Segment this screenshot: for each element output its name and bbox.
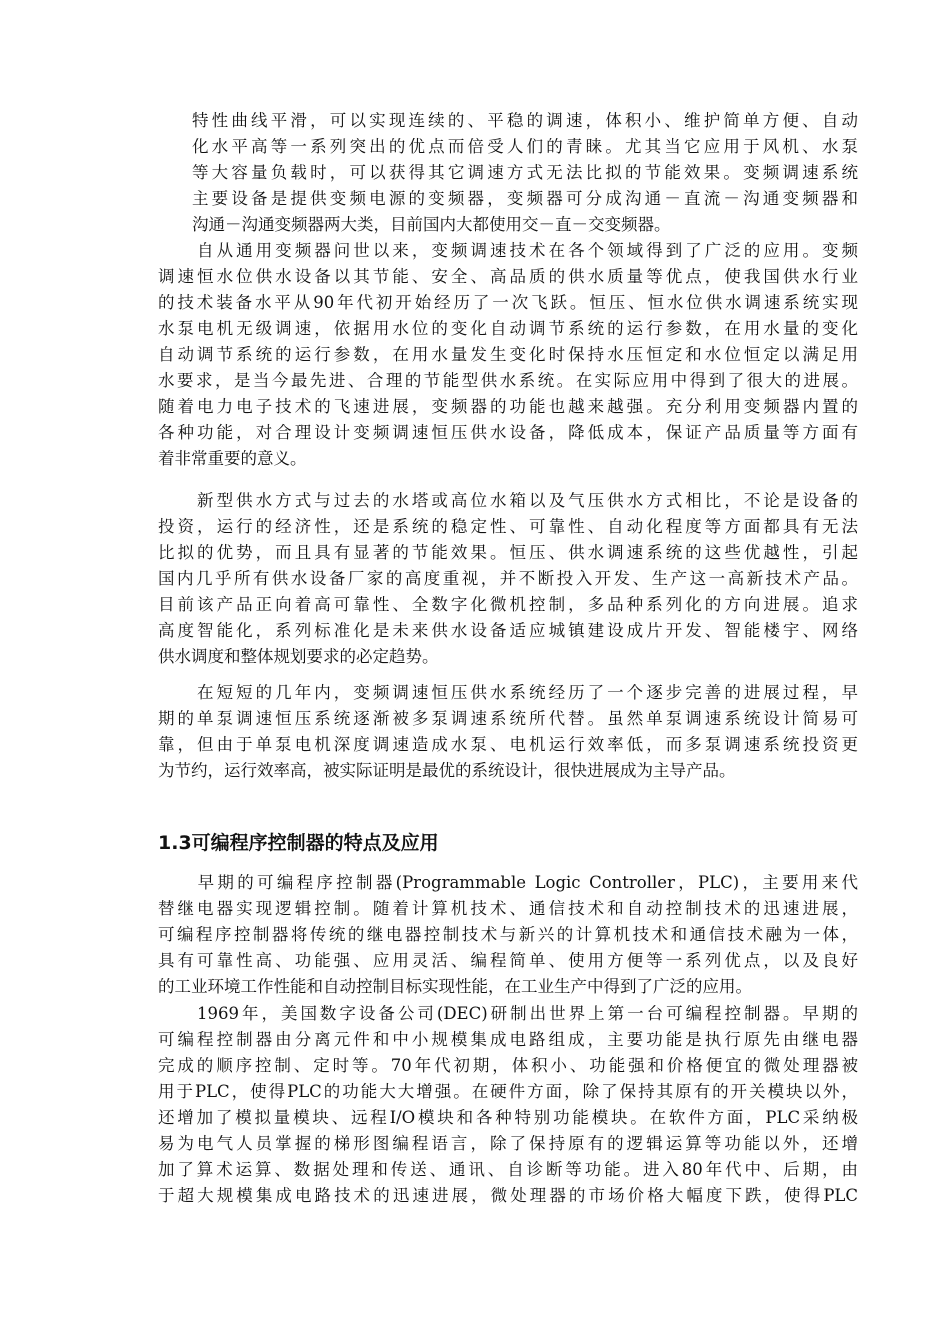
text-line: 具有可靠性高、功能强、应用灵活、编程简单、使用方便等一系列优点，以及良好 bbox=[158, 951, 858, 970]
text-line: 沟通－沟通变频器两大类，目前国内大都使用交－直－交变频器。 bbox=[192, 215, 671, 234]
text-line: 国内几乎所有供水设备厂家的高度重视，并不断投入开发、生产这一高新技术产品。 bbox=[158, 569, 858, 588]
text-line: 水泵电机无级调速，依据用水位的变化自动调节系统的运行参数，在用水量的变化 bbox=[158, 319, 858, 338]
text-line: 比拟的优势，而且具有显著的节能效果。恒压、供水调速系统的这些优越性，引起 bbox=[158, 543, 858, 562]
text-line: 特性曲线平滑，可以实现连续的、平稳的调速，体积小、维护简单方便、自动 bbox=[192, 111, 858, 130]
text-line: 自从通用变频器问世以来，变频调速技术在各个领域得到了广泛的应用。变频 bbox=[158, 241, 858, 260]
paragraph-plc-intro bbox=[158, 870, 858, 1000]
text-line: 新型供水方式与过去的水塔或高位水箱以及气压供水方式相比，不论是设备的 bbox=[158, 491, 858, 510]
text-line: 等大容量负载时，可以获得其它调速方式无法比拟的节能效果。变频调速系统 bbox=[192, 163, 858, 182]
text-line: 水要求，是当今最先进、合理的节能型供水系统。在实际应用中得到了很大的进展。 bbox=[158, 371, 858, 390]
text-line: 在短短的几年内，变频调速恒压供水系统经历了一个逐步完善的进展过程，早 bbox=[158, 683, 858, 702]
text-line: 还增加了模拟量模块、远程I/O模块和各种特别功能模块。在软件方面，PLC采纳极 bbox=[158, 1108, 858, 1127]
text-line: 靠，但由于单泵电机深度调速造成水泵、电机运行效率低，而多泵调速系统投资更 bbox=[158, 735, 858, 754]
paragraph-new-water-supply bbox=[158, 488, 858, 670]
text-line: 化水平高等一系列突出的优点而倍受人们的青睐。尤其当它应用于风机、水泵 bbox=[192, 137, 858, 156]
text-line: 的技术装备水平从90年代初开始经历了一次飞跃。恒压、恒水位供水调速系统实现 bbox=[158, 293, 858, 312]
text-line: 用于PLC，使得PLC的功能大大增强。在硬件方面，除了保持其原有的开关模块以外， bbox=[158, 1082, 858, 1101]
text-line: 随着电力电子技术的飞速进展，变频器的功能也越来越强。充分利用变频器内置的 bbox=[158, 397, 858, 416]
paragraph-plc-history bbox=[158, 1001, 858, 1209]
text-line: 可编程控制器由分离元件和中小规模集成电路组成，主要功能是执行原先由继电器 bbox=[158, 1030, 858, 1049]
text-line: 可编程序控制器将传统的继电器控制技术与新兴的计算机技术和通信技术融为一体， bbox=[158, 925, 858, 944]
text-line: 着非常重要的意义。 bbox=[158, 449, 307, 468]
text-line: 1969年，美国数字设备公司(DEC)研制出世界上第一台可编程控制器。早期的 bbox=[158, 1004, 858, 1023]
paragraph-variable-frequency bbox=[158, 238, 858, 472]
text-line: 各种功能，对合理设计变频调速恒压供水设备，降低成本，保证产品质量等方面有 bbox=[158, 423, 858, 442]
text-line: 期的单泵调速恒压系统逐渐被多泵调速系统所代替。虽然单泵调速系统设计简易可 bbox=[158, 709, 858, 728]
text-line: 供水调度和整体规划要求的必定趋势。 bbox=[158, 647, 439, 666]
text-line: 高度智能化，系列标准化是未来供水设备适应城镇建设成片开发、智能楼宇、网络 bbox=[158, 621, 858, 640]
text-line: 替继电器实现逻辑控制。随着计算机技术、通信技术和自动控制技术的迅速进展， bbox=[158, 899, 858, 918]
text-line: 投资，运行的经济性，还是系统的稳定性、可靠性、自动化程度等方面都具有无法 bbox=[158, 517, 858, 536]
paragraph-development bbox=[158, 680, 858, 784]
text-line: 调速恒水位供水设备以其节能、安全、高品质的供水质量等优点，使我国供水行业 bbox=[158, 267, 858, 286]
text-line: 完成的顺序控制、定时等。70年代初期，体积小、功能强和价格便宜的微处理器被 bbox=[158, 1056, 858, 1075]
text-line: 早期的可编程序控制器(Programmable Logic Controller，PLC)，主要用来代 bbox=[158, 873, 858, 892]
section-heading: 1.3可编程序控制器的特点及应用 bbox=[158, 832, 439, 854]
text-line: 目前该产品正向着高可靠性、全数字化微机控制，多品种系列化的方向进展。追求 bbox=[158, 595, 858, 614]
text-line: 于超大规模集成电路技术的迅速进展，微处理器的市场价格大幅度下跌，使得PLC bbox=[158, 1186, 858, 1205]
text-line: 自动调节系统的运行参数，在用水量发生变化时保持水压恒定和水位恒定以满足用 bbox=[158, 345, 858, 364]
text-line: 的工业环境工作性能和自动控制目标实现性能，在工业生产中得到了广泛的应用。 bbox=[158, 977, 752, 996]
intro-paragraph bbox=[158, 108, 858, 238]
text-line: 加了算术运算、数据处理和传送、通讯、自诊断等功能。进入80年代中、后期，由 bbox=[158, 1160, 858, 1179]
text-line: 易为电气人员掌握的梯形图编程语言，除了保持原有的逻辑运算等功能以外，还增 bbox=[158, 1134, 858, 1153]
text-line: 主要设备是提供变频电源的变频器，变频器可分成沟通－直流－沟通变频器和 bbox=[192, 189, 858, 208]
text-line: 为节约，运行效率高，被实际证明是最优的系统设计，很快进展成为主导产品。 bbox=[158, 761, 736, 780]
